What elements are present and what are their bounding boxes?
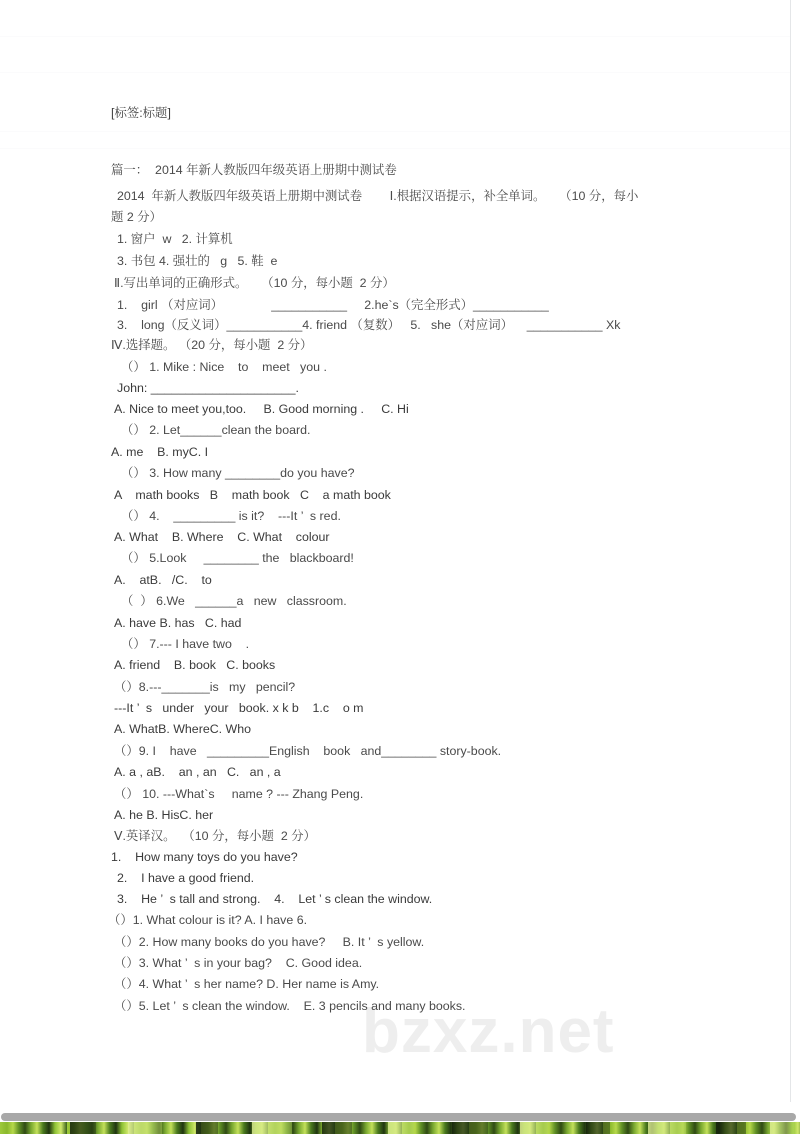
document-line: A. atB. /C. to: [114, 573, 212, 587]
scan-band: [0, 72, 791, 73]
document-line: （）9. I have _________English book and________ story-book.: [114, 744, 502, 758]
scan-band: [0, 36, 791, 37]
document-line: （）4. What ’ s her name? D. Her name is Amy.: [114, 977, 380, 991]
document-line: 1. How many toys do you have?: [111, 850, 298, 864]
document-line: A. friend B. book C. books: [114, 658, 276, 672]
horizontal-scrollbar-thumb[interactable]: [1, 1113, 796, 1121]
document-line: （） 1. Mike : Nice to meet you .: [121, 360, 327, 374]
document-line: （） 7.--- I have two .: [121, 637, 250, 651]
document-line: （）3. What ’ s in your bag? C. Good idea.: [114, 956, 363, 970]
document-line: A math books B math book C a math book: [114, 488, 391, 502]
document-line: A. have B. has C. had: [114, 616, 242, 630]
scan-band: [0, 131, 791, 132]
document-line: 1. girl （对应词） ___________ 2.he`s（完全形式）___________: [117, 298, 549, 312]
document-line: 3. He ’ s tall and strong. 4. Let ’ s clean the window.: [117, 892, 433, 906]
document-line: 题 2 分）: [111, 210, 162, 224]
document-line: （ ） 6.We ______a new classroom.: [121, 594, 347, 608]
document-line: A. Nice to meet you,too. B. Good morning . C. Hi: [114, 402, 409, 416]
document-line: （）8.---_______is my pencil?: [114, 680, 296, 694]
document-line: 1. 窗户 w 2. 计算机: [117, 232, 233, 246]
bottom-image-strip: [0, 1122, 800, 1134]
document-line: 2014 年新人教版四年级英语上册期中测试卷 Ⅰ.根据汉语提示，补全单词。 （10 分，每小: [117, 189, 639, 203]
document-line: Ⅳ.选择题。 （20 分，每小题 2 分）: [111, 338, 313, 352]
document-line: （） 3. How many ________do you have?: [121, 466, 355, 480]
document-line: 3. 书包 4. 强壮的 g 5. 鞋 e: [117, 254, 278, 268]
document-line: （）1. What colour is it? A. I have 6.: [108, 913, 308, 927]
document-line: A. me B. myC. I: [111, 445, 209, 459]
document-line: （） 4. _________ is it? ---It ’ s red.: [121, 509, 341, 523]
document-line: （） 10. ---What`s name ? --- Zhang Peng.: [114, 787, 364, 801]
document-line: A. WhatB. WhereC. Who: [114, 722, 252, 736]
site-watermark: bzxz.net: [362, 997, 615, 1066]
document-line: （）5. Let ’ s clean the window. E. 3 pencils and many books.: [114, 999, 466, 1013]
document-line: A. What B. Where C. What colour: [114, 530, 330, 544]
document-line: 篇一： 2014 年新人教版四年级英语上册期中测试卷: [111, 163, 397, 177]
document-line: A. a , aB. an , an C. an , a: [114, 765, 281, 779]
scan-band: [0, 148, 791, 149]
document-line: John: _____________________.: [117, 381, 299, 395]
document-line: 2. I have a good friend.: [117, 871, 255, 885]
document-line: （） 2. Let______clean the board.: [121, 423, 311, 437]
label-tag-title: [标签:标题]: [111, 106, 171, 120]
document-line: （）2. How many books do you have? B. It ’ s yellow.: [114, 935, 425, 949]
document-line: Ⅴ.英译汉。 （10 分，每小题 2 分）: [114, 829, 316, 843]
document-line: （） 5.Look ________ the blackboard!: [121, 551, 354, 565]
document-line: 3. long（反义词）___________4. friend （复数） 5. she（对应词） ___________ Xk: [117, 318, 621, 332]
document-line: Ⅱ.写出单词的正确形式。 （10 分，每小题 2 分）: [114, 276, 395, 290]
document-line: ---It ’ s under your book. x k b 1.c o m: [114, 701, 364, 715]
document-line: A. he B. HisC. her: [114, 808, 214, 822]
